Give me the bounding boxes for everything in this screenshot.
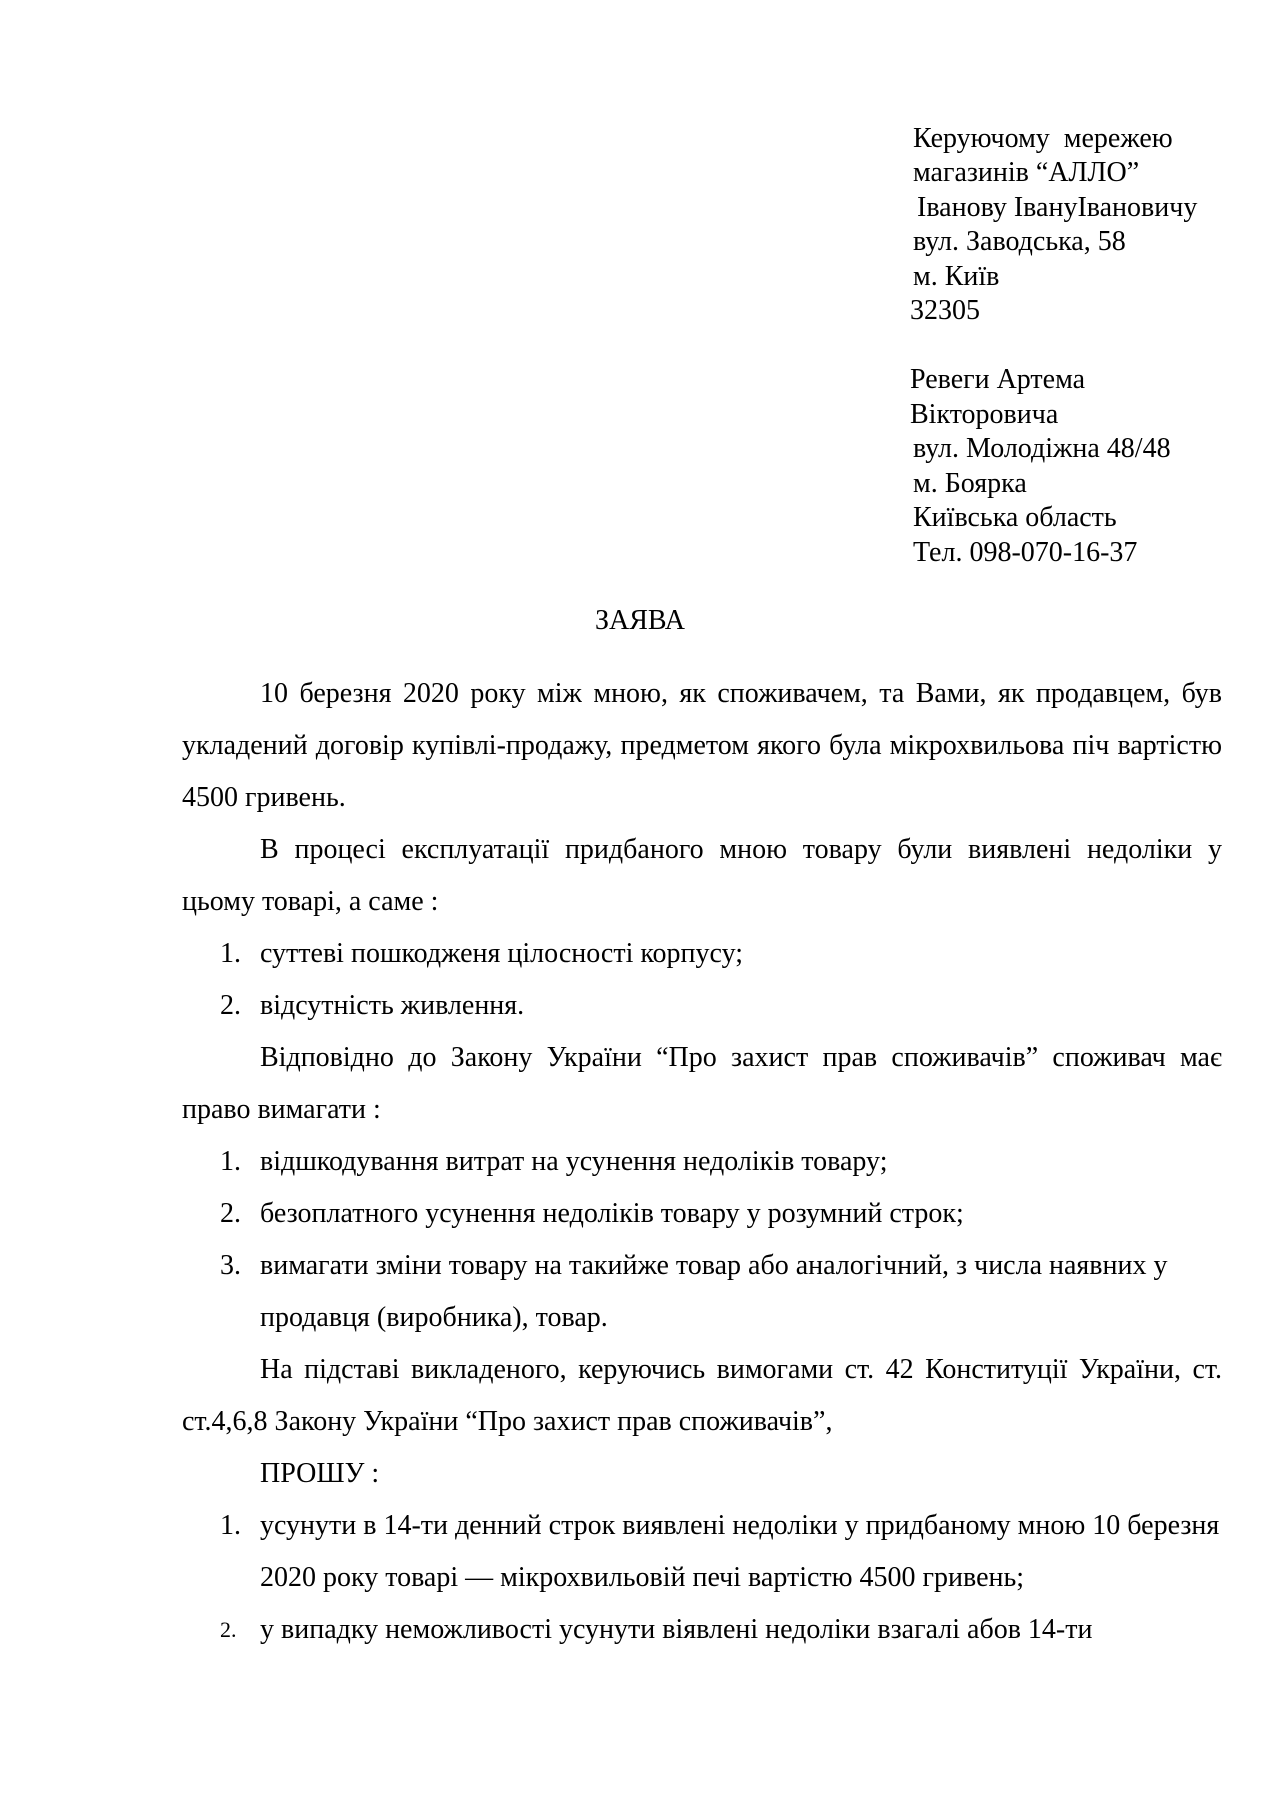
list-text: усунути в 14-ти денний строк виявлені недоліки у придбаному мною 10 березня 2020 року товарі — мікрохвильовій печі вартістю 4500 гривень; xyxy=(260,1510,1220,1593)
list-item xyxy=(182,1240,1222,1344)
document-body xyxy=(182,668,1222,1656)
list-text: у випадку неможливості усунути віявлені недоліки взагалі абов 14-ти xyxy=(260,1614,1093,1645)
sender-surname: Ревеги Артема xyxy=(910,364,1086,395)
list-text: безоплатного усунення недоліків товару у розумний строк; xyxy=(260,1198,964,1229)
paragraph-law-reference: Відповідно до Закону України “Про захист прав споживачів” споживач має право вимагати : xyxy=(182,1042,1222,1125)
list-number: 1. xyxy=(220,1146,241,1177)
sender-region: Київська область xyxy=(913,502,1117,533)
sender-phone: Тел. 098-070-16-37 xyxy=(913,537,1138,568)
recipient-city: м. Київ xyxy=(913,261,1000,292)
list-item xyxy=(182,1136,1222,1188)
list-item xyxy=(182,928,1222,980)
recipient-street: вул. Заводська, 58 xyxy=(913,226,1126,257)
recipient-company: магазинів “АЛЛО” xyxy=(913,157,1140,188)
list-item xyxy=(182,1604,1222,1656)
list-number: 3. xyxy=(220,1250,241,1281)
list-item xyxy=(182,1188,1222,1240)
list-number: 2. xyxy=(220,1617,237,1642)
sender-street: вул. Молодіжна 48/48 xyxy=(913,433,1171,464)
recipient-postcode: 32305 xyxy=(910,295,980,326)
sender-patronymic: Вікторовича xyxy=(910,399,1059,430)
list-text: суттеві пошкодженя цілосності корпусу; xyxy=(260,938,744,969)
list-number: 1. xyxy=(220,1510,241,1541)
list-text: вимагати зміни товару на такийже товар або аналогічний, з числа наявних у продавця (виробника), товар. xyxy=(260,1250,1168,1333)
sender-city: м. Боярка xyxy=(913,468,1027,499)
paragraph-basis: На підставі викладеного, керуючись вимогами ст. 42 Конституції України, ст. ст.4,6,8 Закону України “Про захист прав споживачів”, xyxy=(182,1354,1222,1437)
list-item xyxy=(182,1500,1222,1604)
list-item xyxy=(182,980,1222,1032)
list-text: відшкодування витрат на усунення недоліків товару; xyxy=(260,1146,888,1177)
document-title: ЗАЯВА xyxy=(594,605,686,636)
list-number: 2. xyxy=(220,990,241,1021)
list-number: 1. xyxy=(220,938,241,969)
recipient-position: Керуючому мережею xyxy=(913,123,1173,154)
paragraph-contract: 10 березня 2020 року між мною, як споживачем, та Вами, як продавцем, був укладений договір купівлі-продажу, предметом якого була мікрохвильова піч вартістю 4500 гривень. xyxy=(182,678,1222,813)
list-number: 2. xyxy=(220,1198,241,1229)
rights-list xyxy=(182,1136,1222,1344)
request-heading: ПРОШУ : xyxy=(260,1458,380,1489)
defects-list xyxy=(182,928,1222,1032)
list-text: відсутність живлення. xyxy=(260,990,525,1021)
paragraph-defects-intro: В процесі експлуатації придбаного мною товару були виявлені недоліки у цьому товарі, а саме : xyxy=(182,834,1222,917)
requests-list xyxy=(182,1500,1222,1656)
recipient-name: Іванову ІвануІвановичу xyxy=(917,192,1198,223)
